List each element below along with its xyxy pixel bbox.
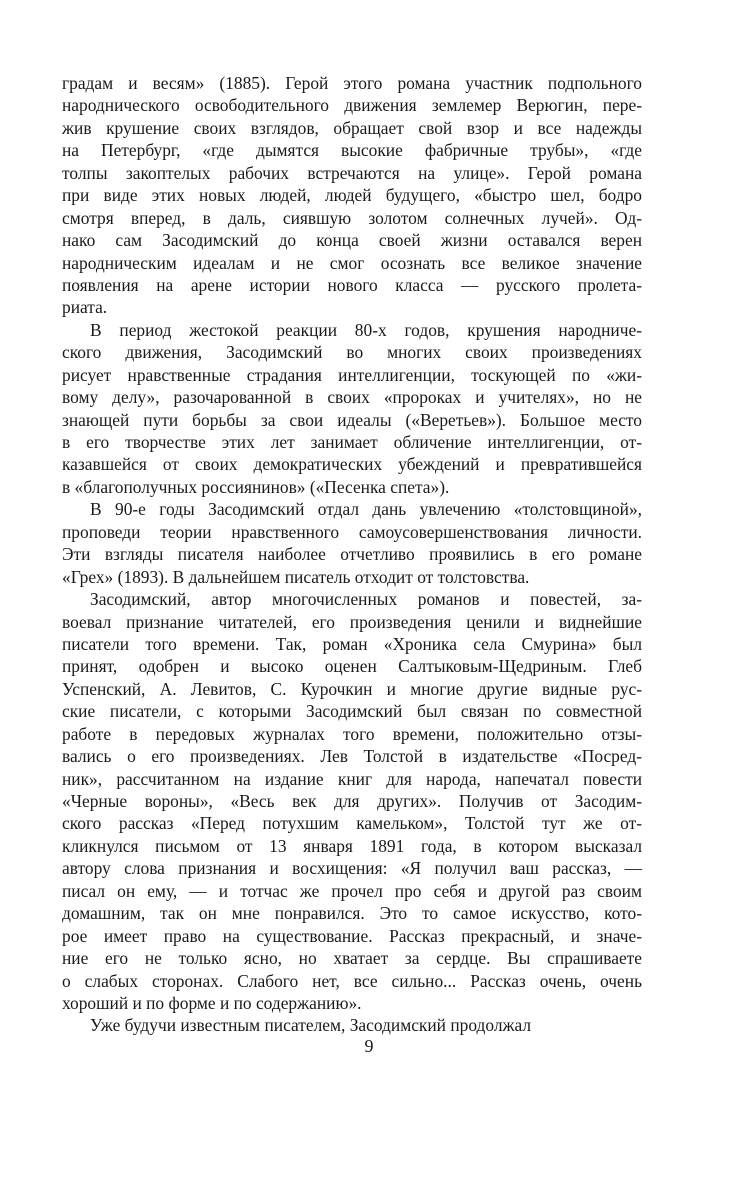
text-line: Успенский, А. Левитов, С. Курочкин и многие другие видные рус- <box>62 678 642 699</box>
paragraph <box>62 72 642 319</box>
text-line: градам и весям» (1885). Герой этого романа участник подпольного <box>62 73 642 93</box>
paragraph <box>62 588 642 1014</box>
text-line: казавшейся от своих демократических убеждений и превратившейся <box>62 454 642 475</box>
text-line: при виде этих новых людей, людей будущего, «быстро шел, бодро <box>62 185 642 206</box>
paragraph <box>62 498 642 588</box>
text-line: нако сам Засодимский до конца своей жизни оставался верен <box>62 230 642 251</box>
text-line: писал он ему, — и тотчас же прочел про себя и другой раз своим <box>62 880 642 901</box>
text-line: автору слова признания и восхищения: «Я получил ваш рассказ, — <box>62 858 642 879</box>
text-line: вались о его произведениях. Лев Толстой в издательстве «Посред- <box>62 746 642 767</box>
text-line: народническим идеалам и не смог осознать все великое значение <box>62 252 642 273</box>
text-line: Засодимский, автор многочисленных романов и повестей, за- <box>90 589 642 610</box>
text-line: появления на арене истории нового класса — русского пролета- <box>62 274 642 295</box>
paragraph <box>62 319 642 499</box>
text-line: кликнулся письмом от 13 января 1891 года, в котором высказал <box>62 835 642 856</box>
text-line: Эти взгляды писателя наиболее отчетливо проявились в его романе <box>62 544 642 565</box>
text-line: в его творчестве этих лет занимает обличение интеллигенции, от- <box>62 432 642 452</box>
text-line: народнического освободительного движения землемер Верюгин, пере- <box>62 95 642 116</box>
text-line: рое имеет право на существование. Рассказ прекрасный, и значе- <box>62 925 642 946</box>
text-line: рисует нравственные страдания интеллигенции, тоскующей по «жи- <box>62 364 642 385</box>
paragraph <box>62 1014 642 1036</box>
text-line: толпы закоптелых рабочих встречаются на улице». Герой романа <box>62 162 642 183</box>
text-line: ник», рассчитанном на издание книг для народа, напечатал повести <box>62 768 642 789</box>
text-line: В 90-е годы Засодимский отдал дань увлечению «толстовщиной», <box>90 499 642 520</box>
text-line: писатели того времени. Так, роман «Хроника села Смурина» был <box>62 633 642 654</box>
text-line: о слабых сторонах. Слабого нет, все сильно... Рассказ очень, очень <box>62 970 642 991</box>
text-line: ского рассказ «Перед потухшим камельком», Толстой тут же от- <box>62 813 642 834</box>
text-line: проповеди теории нравственного самоусовершенствования личности. <box>62 521 642 542</box>
text-line: хороший и по форме и по содержанию». <box>62 992 362 1013</box>
text-line: В период жестокой реакции 80-х годов, крушения народниче- <box>90 319 642 340</box>
text-line: «Грех» (1893). В дальнейшем писатель отходит от толстовства. <box>62 566 530 587</box>
text-line: на Петербург, «где дымятся высокие фабричные трубы», «где <box>62 140 642 161</box>
text-line: принят, одобрен и высоко оценен Салтыковым-Щедриным. Глеб <box>62 656 642 677</box>
text-line: знающей пути борьбы за свои идеалы («Веретьев»). Большое место <box>62 409 642 430</box>
text-line: вому делу», разочарованной в своих «пророках и учителях», но не <box>62 387 642 408</box>
text-line: воевал признание читателей, его произведения ценили и виднейшие <box>62 611 642 632</box>
text-line: домашним, так он мне понравился. Это то самое искусство, кото- <box>62 903 642 924</box>
text-line: смотря вперед, в даль, сиявшую золотом солнечных лучей». Од- <box>62 207 642 228</box>
text-line: жив крушение своих взглядов, обращает свой взор и все надежды <box>62 117 642 138</box>
text-line: в «благополучных россиянинов» («Песенка спета»). <box>62 476 450 497</box>
text-line: ние его не только ясно, но хватает за сердце. Вы спрашиваете <box>62 948 642 969</box>
text-line: Уже будучи известным писателем, Засодимский продолжал <box>90 1015 532 1036</box>
text-line: риата. <box>62 297 108 318</box>
text-line: ского движения, Засодимский во многих своих произведениях <box>62 342 642 363</box>
page-number: 9 <box>364 1036 374 1056</box>
text-line: «Черные вороны», «Весь век для других». Получив от Засодим- <box>62 791 642 811</box>
page-body <box>62 72 642 1037</box>
text-line: работе в передовых журналах того времени, положительно отзы- <box>62 723 642 744</box>
text-line: ские писатели, с которыми Засодимский был связан по совместной <box>62 701 642 722</box>
